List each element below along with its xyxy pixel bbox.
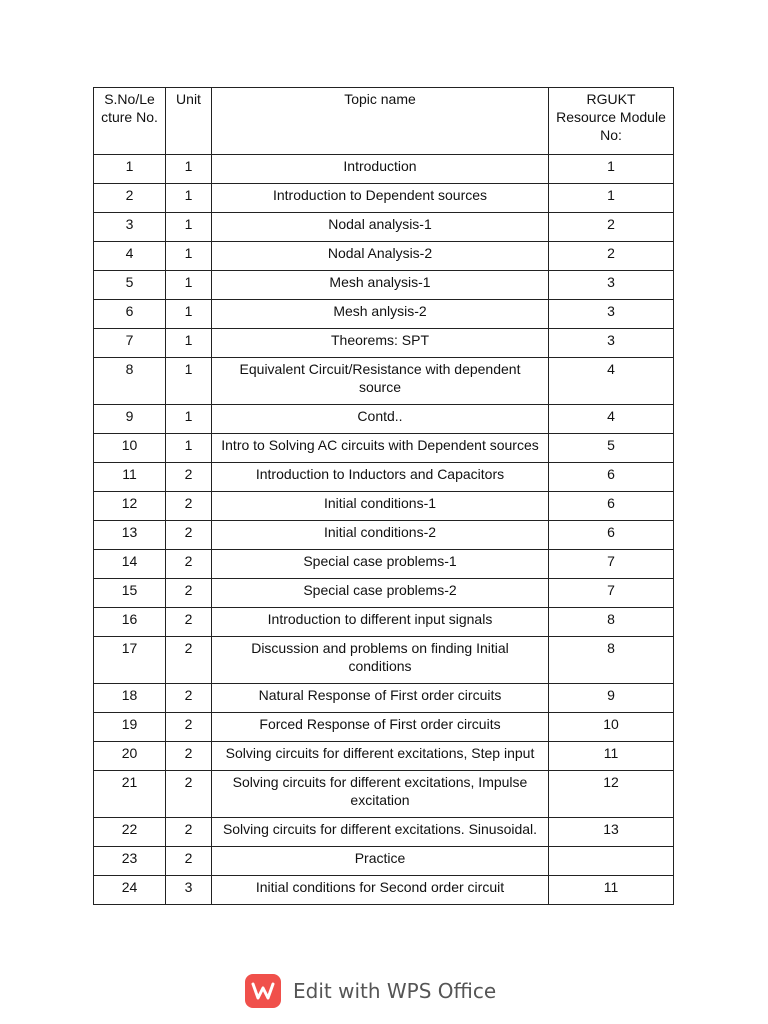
module-no-cell: 12 bbox=[549, 771, 674, 818]
module-no-cell: 2 bbox=[549, 242, 674, 271]
table-row bbox=[94, 329, 674, 358]
unit-cell: 1 bbox=[166, 271, 212, 300]
lecture-no-cell: 21 bbox=[94, 771, 166, 818]
topic-name-cell: Natural Response of First order circuits bbox=[212, 684, 549, 713]
topic-name-cell: Special case problems-2 bbox=[212, 579, 549, 608]
lecture-no-cell: 14 bbox=[94, 550, 166, 579]
unit-cell: 1 bbox=[166, 405, 212, 434]
topic-name-cell: Practice bbox=[212, 847, 549, 876]
table-row bbox=[94, 213, 674, 242]
unit-cell: 2 bbox=[166, 818, 212, 847]
table-header-row bbox=[94, 88, 674, 155]
unit-cell: 2 bbox=[166, 684, 212, 713]
unit-cell: 2 bbox=[166, 847, 212, 876]
unit-cell: 1 bbox=[166, 242, 212, 271]
topic-name-cell: Mesh anlysis-2 bbox=[212, 300, 549, 329]
lecture-no-cell: 17 bbox=[94, 637, 166, 684]
unit-cell: 2 bbox=[166, 713, 212, 742]
module-no-cell: 3 bbox=[549, 271, 674, 300]
table-row bbox=[94, 550, 674, 579]
topic-name-cell: Forced Response of First order circuits bbox=[212, 713, 549, 742]
topic-name-cell: Solving circuits for different excitations. Sinusoidal. bbox=[212, 818, 549, 847]
unit-cell: 1 bbox=[166, 184, 212, 213]
lecture-no-cell: 8 bbox=[94, 358, 166, 405]
unit-cell: 2 bbox=[166, 771, 212, 818]
unit-cell: 1 bbox=[166, 155, 212, 184]
table-row bbox=[94, 271, 674, 300]
topic-name-cell: Theorems: SPT bbox=[212, 329, 549, 358]
unit-cell: 1 bbox=[166, 434, 212, 463]
header-module-no: RGUKT Resource Module No: bbox=[549, 88, 674, 155]
module-no-cell: 10 bbox=[549, 713, 674, 742]
module-no-cell: 6 bbox=[549, 463, 674, 492]
lecture-no-cell: 12 bbox=[94, 492, 166, 521]
wps-edit-text: Edit with WPS Office bbox=[293, 979, 497, 1003]
table-body bbox=[94, 155, 674, 905]
table-row bbox=[94, 434, 674, 463]
topic-name-cell: Nodal Analysis-2 bbox=[212, 242, 549, 271]
topic-name-cell: Mesh analysis-1 bbox=[212, 271, 549, 300]
table-row bbox=[94, 579, 674, 608]
module-no-cell: 7 bbox=[549, 550, 674, 579]
module-no-cell: 6 bbox=[549, 492, 674, 521]
table-row bbox=[94, 300, 674, 329]
unit-cell: 2 bbox=[166, 637, 212, 684]
table-row bbox=[94, 818, 674, 847]
lecture-no-cell: 2 bbox=[94, 184, 166, 213]
module-no-cell: 8 bbox=[549, 608, 674, 637]
unit-cell: 2 bbox=[166, 492, 212, 521]
unit-cell: 3 bbox=[166, 876, 212, 905]
module-no-cell: 2 bbox=[549, 213, 674, 242]
topic-name-cell: Discussion and problems on finding Initial conditions bbox=[212, 637, 549, 684]
lecture-plan-table bbox=[93, 87, 674, 905]
table-row bbox=[94, 771, 674, 818]
topic-name-cell: Introduction to different input signals bbox=[212, 608, 549, 637]
topic-name-cell: Initial conditions for Second order circuit bbox=[212, 876, 549, 905]
unit-cell: 2 bbox=[166, 608, 212, 637]
lecture-no-cell: 9 bbox=[94, 405, 166, 434]
table-row bbox=[94, 492, 674, 521]
unit-cell: 1 bbox=[166, 213, 212, 242]
topic-name-cell: Solving circuits for different excitations, Step input bbox=[212, 742, 549, 771]
topic-name-cell: Nodal analysis-1 bbox=[212, 213, 549, 242]
module-no-cell: 6 bbox=[549, 521, 674, 550]
table-row bbox=[94, 463, 674, 492]
unit-cell: 2 bbox=[166, 742, 212, 771]
lecture-no-cell: 22 bbox=[94, 818, 166, 847]
table-row bbox=[94, 713, 674, 742]
module-no-cell: 13 bbox=[549, 818, 674, 847]
table-row bbox=[94, 242, 674, 271]
table-row bbox=[94, 637, 674, 684]
lecture-no-cell: 5 bbox=[94, 271, 166, 300]
module-no-cell: 4 bbox=[549, 405, 674, 434]
lecture-no-cell: 11 bbox=[94, 463, 166, 492]
table-row bbox=[94, 405, 674, 434]
module-no-cell: 5 bbox=[549, 434, 674, 463]
header-lecture-no: S.No/Le cture No. bbox=[94, 88, 166, 155]
module-no-cell: 1 bbox=[549, 155, 674, 184]
lecture-no-cell: 19 bbox=[94, 713, 166, 742]
lecture-no-cell: 10 bbox=[94, 434, 166, 463]
module-no-cell: 3 bbox=[549, 329, 674, 358]
table-row bbox=[94, 521, 674, 550]
lecture-no-cell: 23 bbox=[94, 847, 166, 876]
lecture-no-cell: 13 bbox=[94, 521, 166, 550]
lecture-no-cell: 4 bbox=[94, 242, 166, 271]
table-row bbox=[94, 876, 674, 905]
table-row bbox=[94, 608, 674, 637]
header-topic-name: Topic name bbox=[212, 88, 549, 155]
lecture-no-cell: 3 bbox=[94, 213, 166, 242]
unit-cell: 2 bbox=[166, 579, 212, 608]
module-no-cell: 3 bbox=[549, 300, 674, 329]
lecture-no-cell: 16 bbox=[94, 608, 166, 637]
module-no-cell: 11 bbox=[549, 876, 674, 905]
wps-edit-banner[interactable] bbox=[245, 974, 496, 1008]
table-row bbox=[94, 358, 674, 405]
wps-logo-icon bbox=[245, 974, 281, 1008]
lecture-no-cell: 6 bbox=[94, 300, 166, 329]
topic-name-cell: Introduction to Dependent sources bbox=[212, 184, 549, 213]
unit-cell: 2 bbox=[166, 463, 212, 492]
topic-name-cell: Special case problems-1 bbox=[212, 550, 549, 579]
module-no-cell: 8 bbox=[549, 637, 674, 684]
table-row bbox=[94, 742, 674, 771]
table-row bbox=[94, 184, 674, 213]
topic-name-cell: Initial conditions-1 bbox=[212, 492, 549, 521]
topic-name-cell: Introduction to Inductors and Capacitors bbox=[212, 463, 549, 492]
unit-cell: 1 bbox=[166, 329, 212, 358]
module-no-cell: 4 bbox=[549, 358, 674, 405]
lecture-plan-table-wrapper bbox=[93, 87, 673, 905]
unit-cell: 1 bbox=[166, 358, 212, 405]
lecture-no-cell: 1 bbox=[94, 155, 166, 184]
topic-name-cell: Initial conditions-2 bbox=[212, 521, 549, 550]
topic-name-cell: Contd.. bbox=[212, 405, 549, 434]
unit-cell: 2 bbox=[166, 550, 212, 579]
unit-cell: 1 bbox=[166, 300, 212, 329]
module-no-cell bbox=[549, 847, 674, 876]
table-row bbox=[94, 155, 674, 184]
lecture-no-cell: 18 bbox=[94, 684, 166, 713]
header-unit: Unit bbox=[166, 88, 212, 155]
lecture-no-cell: 20 bbox=[94, 742, 166, 771]
topic-name-cell: Solving circuits for different excitations, Impulse excitation bbox=[212, 771, 549, 818]
table-row bbox=[94, 684, 674, 713]
module-no-cell: 1 bbox=[549, 184, 674, 213]
lecture-no-cell: 15 bbox=[94, 579, 166, 608]
module-no-cell: 7 bbox=[549, 579, 674, 608]
topic-name-cell: Introduction bbox=[212, 155, 549, 184]
topic-name-cell: Intro to Solving AC circuits with Dependent sources bbox=[212, 434, 549, 463]
table-row bbox=[94, 847, 674, 876]
unit-cell: 2 bbox=[166, 521, 212, 550]
module-no-cell: 9 bbox=[549, 684, 674, 713]
lecture-no-cell: 7 bbox=[94, 329, 166, 358]
module-no-cell: 11 bbox=[549, 742, 674, 771]
topic-name-cell: Equivalent Circuit/Resistance with dependent source bbox=[212, 358, 549, 405]
lecture-no-cell: 24 bbox=[94, 876, 166, 905]
